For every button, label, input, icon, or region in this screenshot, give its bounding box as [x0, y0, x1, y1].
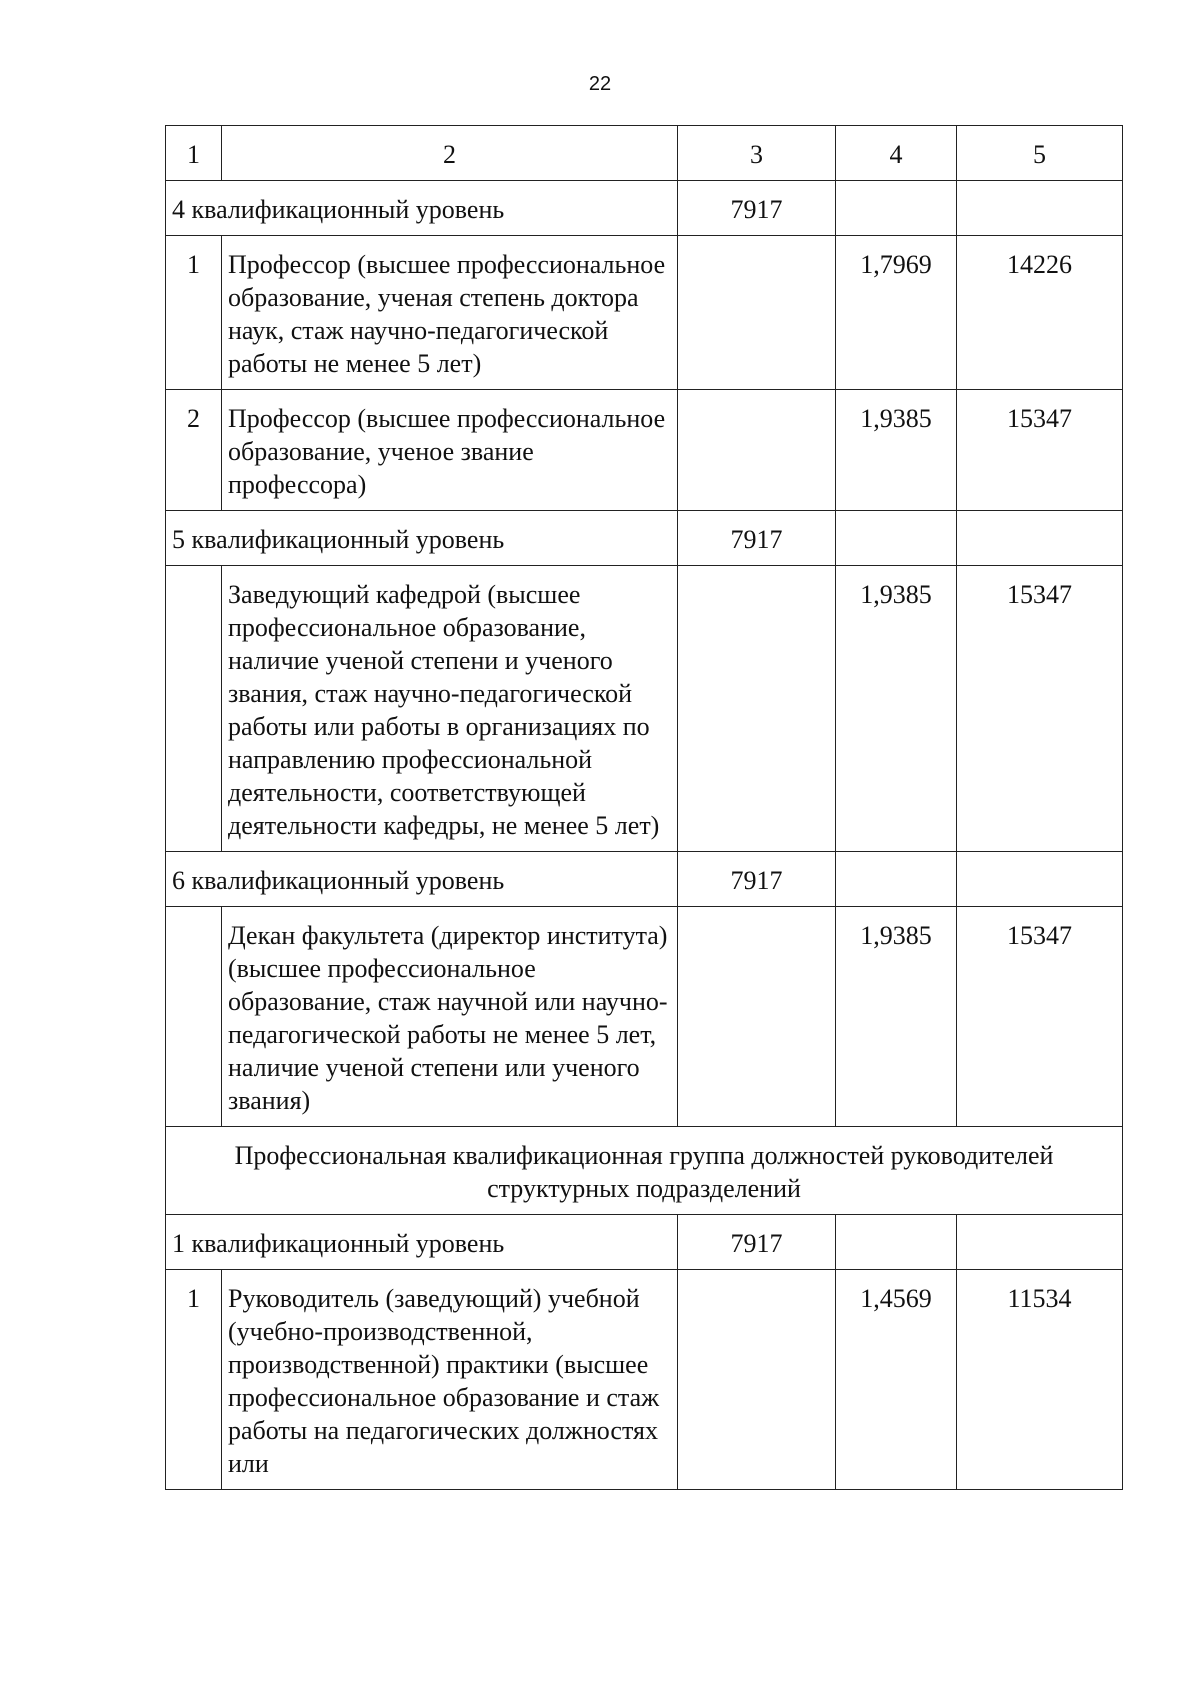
row-number: 1: [166, 236, 222, 390]
position-title: Руководитель (заведующий) учебной (учебно-производственной, производственной) практики (высшее профессиональное образование и стаж работы на педагогических должностях или: [222, 1270, 678, 1490]
position-row: [166, 390, 1123, 511]
row-number: 1: [166, 1270, 222, 1490]
empty-cell: [957, 852, 1123, 907]
salary: 15347: [957, 907, 1123, 1127]
qualification-table: [165, 125, 1123, 1490]
position-row: [166, 566, 1123, 852]
level-row: [166, 511, 1123, 566]
base-salary: 7917: [678, 1215, 836, 1270]
table-header-row: [166, 126, 1123, 181]
empty-cell: [678, 566, 836, 852]
level-label: 1 квалификационный уровень: [166, 1215, 678, 1270]
salary: 15347: [957, 390, 1123, 511]
row-number: [166, 566, 222, 852]
coefficient: 1,9385: [836, 390, 957, 511]
coefficient: 1,4569: [836, 1270, 957, 1490]
position-title: Декан факультета (директор института) (высшее профессиональное образование, стаж научной или научно-педагогической работы не менее 5 лет, наличие ученой степени или ученого звания): [222, 907, 678, 1127]
empty-cell: [678, 907, 836, 1127]
position-row: [166, 1270, 1123, 1490]
position-row: [166, 236, 1123, 390]
empty-cell: [836, 181, 957, 236]
salary: 11534: [957, 1270, 1123, 1490]
empty-cell: [678, 390, 836, 511]
position-title: Заведующий кафедрой (высшее профессиональное образование, наличие ученой степени и ученого звания, стаж научно-педагогической работы или работы в организациях по направлению профессиональной деятельности, соответствующей деятельности кафедры, не менее 5 лет): [222, 566, 678, 852]
empty-cell: [836, 852, 957, 907]
position-title: Профессор (высшее профессиональное образование, ученая степень доктора наук, стаж научно-педагогической работы не менее 5 лет): [222, 236, 678, 390]
group-title: Профессиональная квалификационная группа должностей руководителей структурных подразделений: [166, 1127, 1123, 1215]
header-cell: 2: [222, 126, 678, 181]
level-row: [166, 852, 1123, 907]
level-label: 5 квалификационный уровень: [166, 511, 678, 566]
empty-cell: [957, 181, 1123, 236]
level-label: 6 квалификационный уровень: [166, 852, 678, 907]
salary: 14226: [957, 236, 1123, 390]
header-cell: 5: [957, 126, 1123, 181]
salary: 15347: [957, 566, 1123, 852]
empty-cell: [957, 511, 1123, 566]
group-row: [166, 1127, 1123, 1215]
base-salary: 7917: [678, 511, 836, 566]
empty-cell: [678, 1270, 836, 1490]
base-salary: 7917: [678, 852, 836, 907]
empty-cell: [836, 511, 957, 566]
base-salary: 7917: [678, 181, 836, 236]
position-title: Профессор (высшее профессиональное образование, ученое звание профессора): [222, 390, 678, 511]
level-row: [166, 181, 1123, 236]
row-number: [166, 907, 222, 1127]
level-label: 4 квалификационный уровень: [166, 181, 678, 236]
position-row: [166, 907, 1123, 1127]
coefficient: 1,9385: [836, 907, 957, 1127]
coefficient: 1,7969: [836, 236, 957, 390]
level-row: [166, 1215, 1123, 1270]
header-cell: 4: [836, 126, 957, 181]
header-cell: 3: [678, 126, 836, 181]
row-number: 2: [166, 390, 222, 511]
coefficient: 1,9385: [836, 566, 957, 852]
empty-cell: [836, 1215, 957, 1270]
page-number: 22: [588, 73, 612, 95]
header-cell: 1: [166, 126, 222, 181]
empty-cell: [678, 236, 836, 390]
empty-cell: [957, 1215, 1123, 1270]
